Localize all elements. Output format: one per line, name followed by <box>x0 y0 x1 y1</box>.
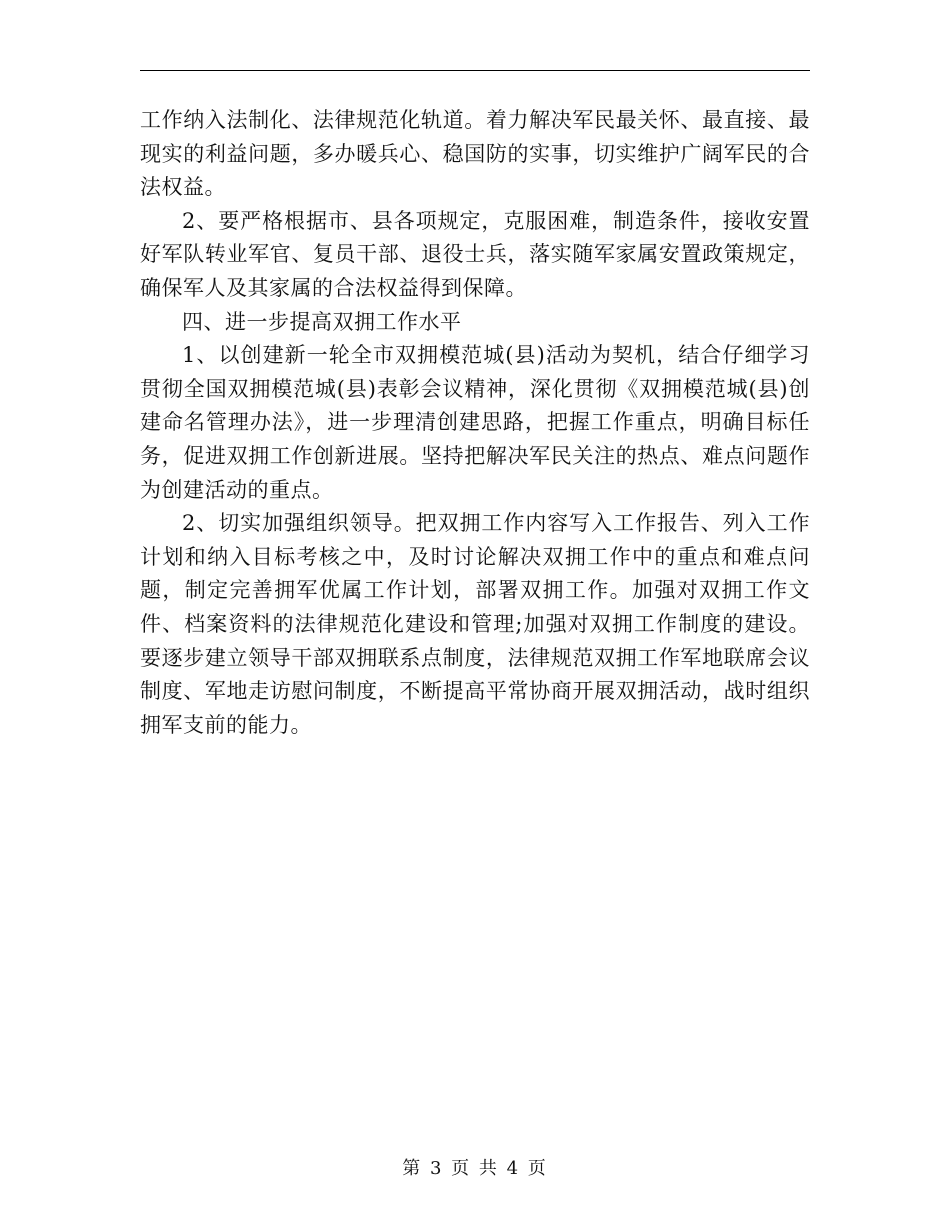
section-heading-4: 四、进一步提高双拥工作水平 <box>182 309 462 334</box>
paragraph-item-1-model-city: 1、以创建新一轮全市双拥模范城(县)活动为契机，结合仔细学习贯彻全国双拥模范城(县)表彰会议精神，深化贯彻《双拥模范城(县)创建命名管理办法》，进一步理清创建思路，把握工作重点，明确目标任务，促进双拥工作创新进展。坚持把解决军民关注的热点、难点问题作为创建活动的重点。 <box>140 343 810 502</box>
header-rule <box>140 70 810 71</box>
page-number-footer: 第 3 页 共 4 页 <box>402 1158 548 1179</box>
document-body <box>140 104 810 742</box>
paragraph-item-2-resettlement: 2、要严格根据市、县各项规定，克服困难，制造条件，接收安置好军队转业军官、复员干部、退役士兵，落实随军家属安置政策规定，确保军人及其家属的合法权益得到保障。 <box>140 208 810 300</box>
paragraph-continuation: 工作纳入法制化、法律规范化轨道。着力解决军民最关怀、最直接、最现实的利益问题，多办暖兵心、稳国防的实事，切实维护广阔军民的合法权益。 <box>140 108 810 200</box>
paragraph-item-2-leadership: 2、切实加强组织领导。把双拥工作内容写入工作报告、列入工作计划和纳入目标考核之中，及时讨论解决双拥工作中的重点和难点问题，制定完善拥军优属工作计划，部署双拥工作。加强对双拥工作文件、档案资料的法律规范化建设和管理;加强对双拥工作制度的建设。要逐步建立领导干部双拥联系点制度，法律规范双拥工作军地联席会议制度、军地走访慰问制度，不断提高平常协商开展双拥活动，战时组织拥军支前的能力。 <box>140 511 810 737</box>
